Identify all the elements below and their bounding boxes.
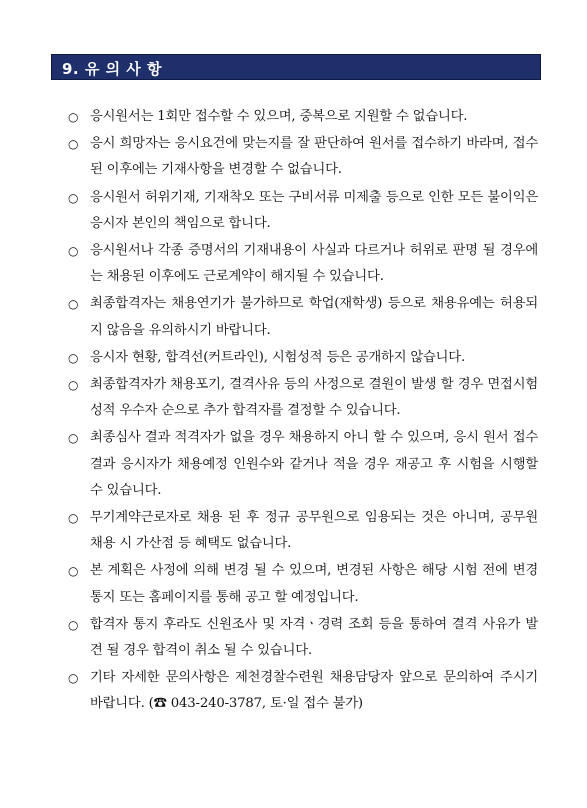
notice-text: 본 계획은 사정에 의해 변경 될 수 있으며, 변경된 사항은 해당 시험 전에 변경 통지 또는 홈페이지를 통해 공고 할 예정입니다.	[90, 563, 538, 605]
notice-text: 최종합격자는 채용연기가 불가하므로 학업(재학생) 등으로 채용유예는 허용되지 않음을 유의하시기 바랍니다.	[90, 296, 538, 338]
notice-item	[68, 104, 538, 130]
bullet-circle-icon: ○	[68, 297, 79, 312]
notice-item	[68, 665, 538, 717]
bullet-circle-icon: ○	[68, 137, 79, 152]
notice-item	[68, 558, 538, 610]
notice-item	[68, 185, 538, 237]
notice-item	[68, 612, 538, 664]
notice-item	[68, 291, 538, 343]
notice-text: 응시원서나 각종 증명서의 기재내용이 사실과 다르거나 허위로 판명 될 경우에는 채용된 이후에도 근로계약이 해지될 수 있습니다.	[90, 243, 538, 285]
bullet-circle-icon: ○	[68, 617, 79, 632]
bullet-circle-icon: ○	[68, 378, 79, 393]
notice-item	[68, 131, 538, 183]
notice-item	[68, 238, 538, 290]
bullet-circle-icon: ○	[68, 350, 79, 365]
notice-text: 최종심사 결과 적격자가 없을 경우 채용하지 아니 할 수 있으며, 응시 원서 접수결과 응시자가 채용예정 인원수와 같거나 적을 경우 재공고 후 시험을 시행할 수 있습니다.	[90, 430, 538, 498]
bullet-circle-icon: ○	[68, 671, 79, 686]
notice-text: 응시자 현황, 합격선(커트라인), 시험성적 등은 공개하지 않습니다.	[90, 349, 465, 365]
bullet-circle-icon: ○	[68, 110, 79, 124]
bullet-circle-icon: ○	[68, 511, 79, 526]
notice-text: 무기계약근로자로 채용 된 후 정규 공무원으로 임용되는 것은 아니며, 공무원 채용 시 가산점 등 혜택도 없습니다.	[90, 510, 538, 552]
notice-item	[68, 425, 538, 504]
notice-text: 응시 희망자는 응시요건에 맞는지를 잘 판단하여 원서를 접수하기 바라며, 접수된 이후에는 기재사항을 변경할 수 없습니다.	[90, 136, 538, 178]
notice-item	[68, 345, 538, 371]
bullet-circle-icon: ○	[68, 431, 79, 446]
notice-text: 합격자 통지 후라도 신원조사 및 자격ㆍ경력 조회 등을 통하여 결격 사유가 발견 될 경우 합격이 취소 될 수 있습니다.	[90, 616, 538, 659]
section-header	[51, 54, 541, 80]
section-title: 9. 유 의 사 항	[62, 60, 162, 78]
notice-item	[68, 505, 538, 557]
notice-text: 기타 자세한 문의사항은 제천경찰수련원 채용담당자 앞으로 문의하여 주시기 바랍니다. (☎ 043-240-3787, 토·일 접수 불가)	[90, 670, 538, 712]
bullet-circle-icon: ○	[68, 244, 79, 259]
notice-text: 응시원서 허위기재, 기재착오 또는 구비서류 미제출 등으로 인한 모든 불이익은 응시자 본인의 책임으로 합니다.	[90, 189, 538, 231]
notice-text: 응시원서는 1회만 접수할 수 있으며, 중복으로 지원할 수 없습니다.	[90, 109, 468, 124]
notice-item	[68, 372, 538, 424]
notice-text: 최종합격자가 채용포기, 결격사유 등의 사정으로 결원이 발생 할 경우 면접시험 성적 우수자 순으로 추가 합격자를 결정할 수 있습니다.	[90, 377, 538, 419]
notice-list	[68, 104, 538, 719]
bullet-circle-icon: ○	[68, 190, 79, 205]
bullet-circle-icon: ○	[68, 564, 79, 579]
